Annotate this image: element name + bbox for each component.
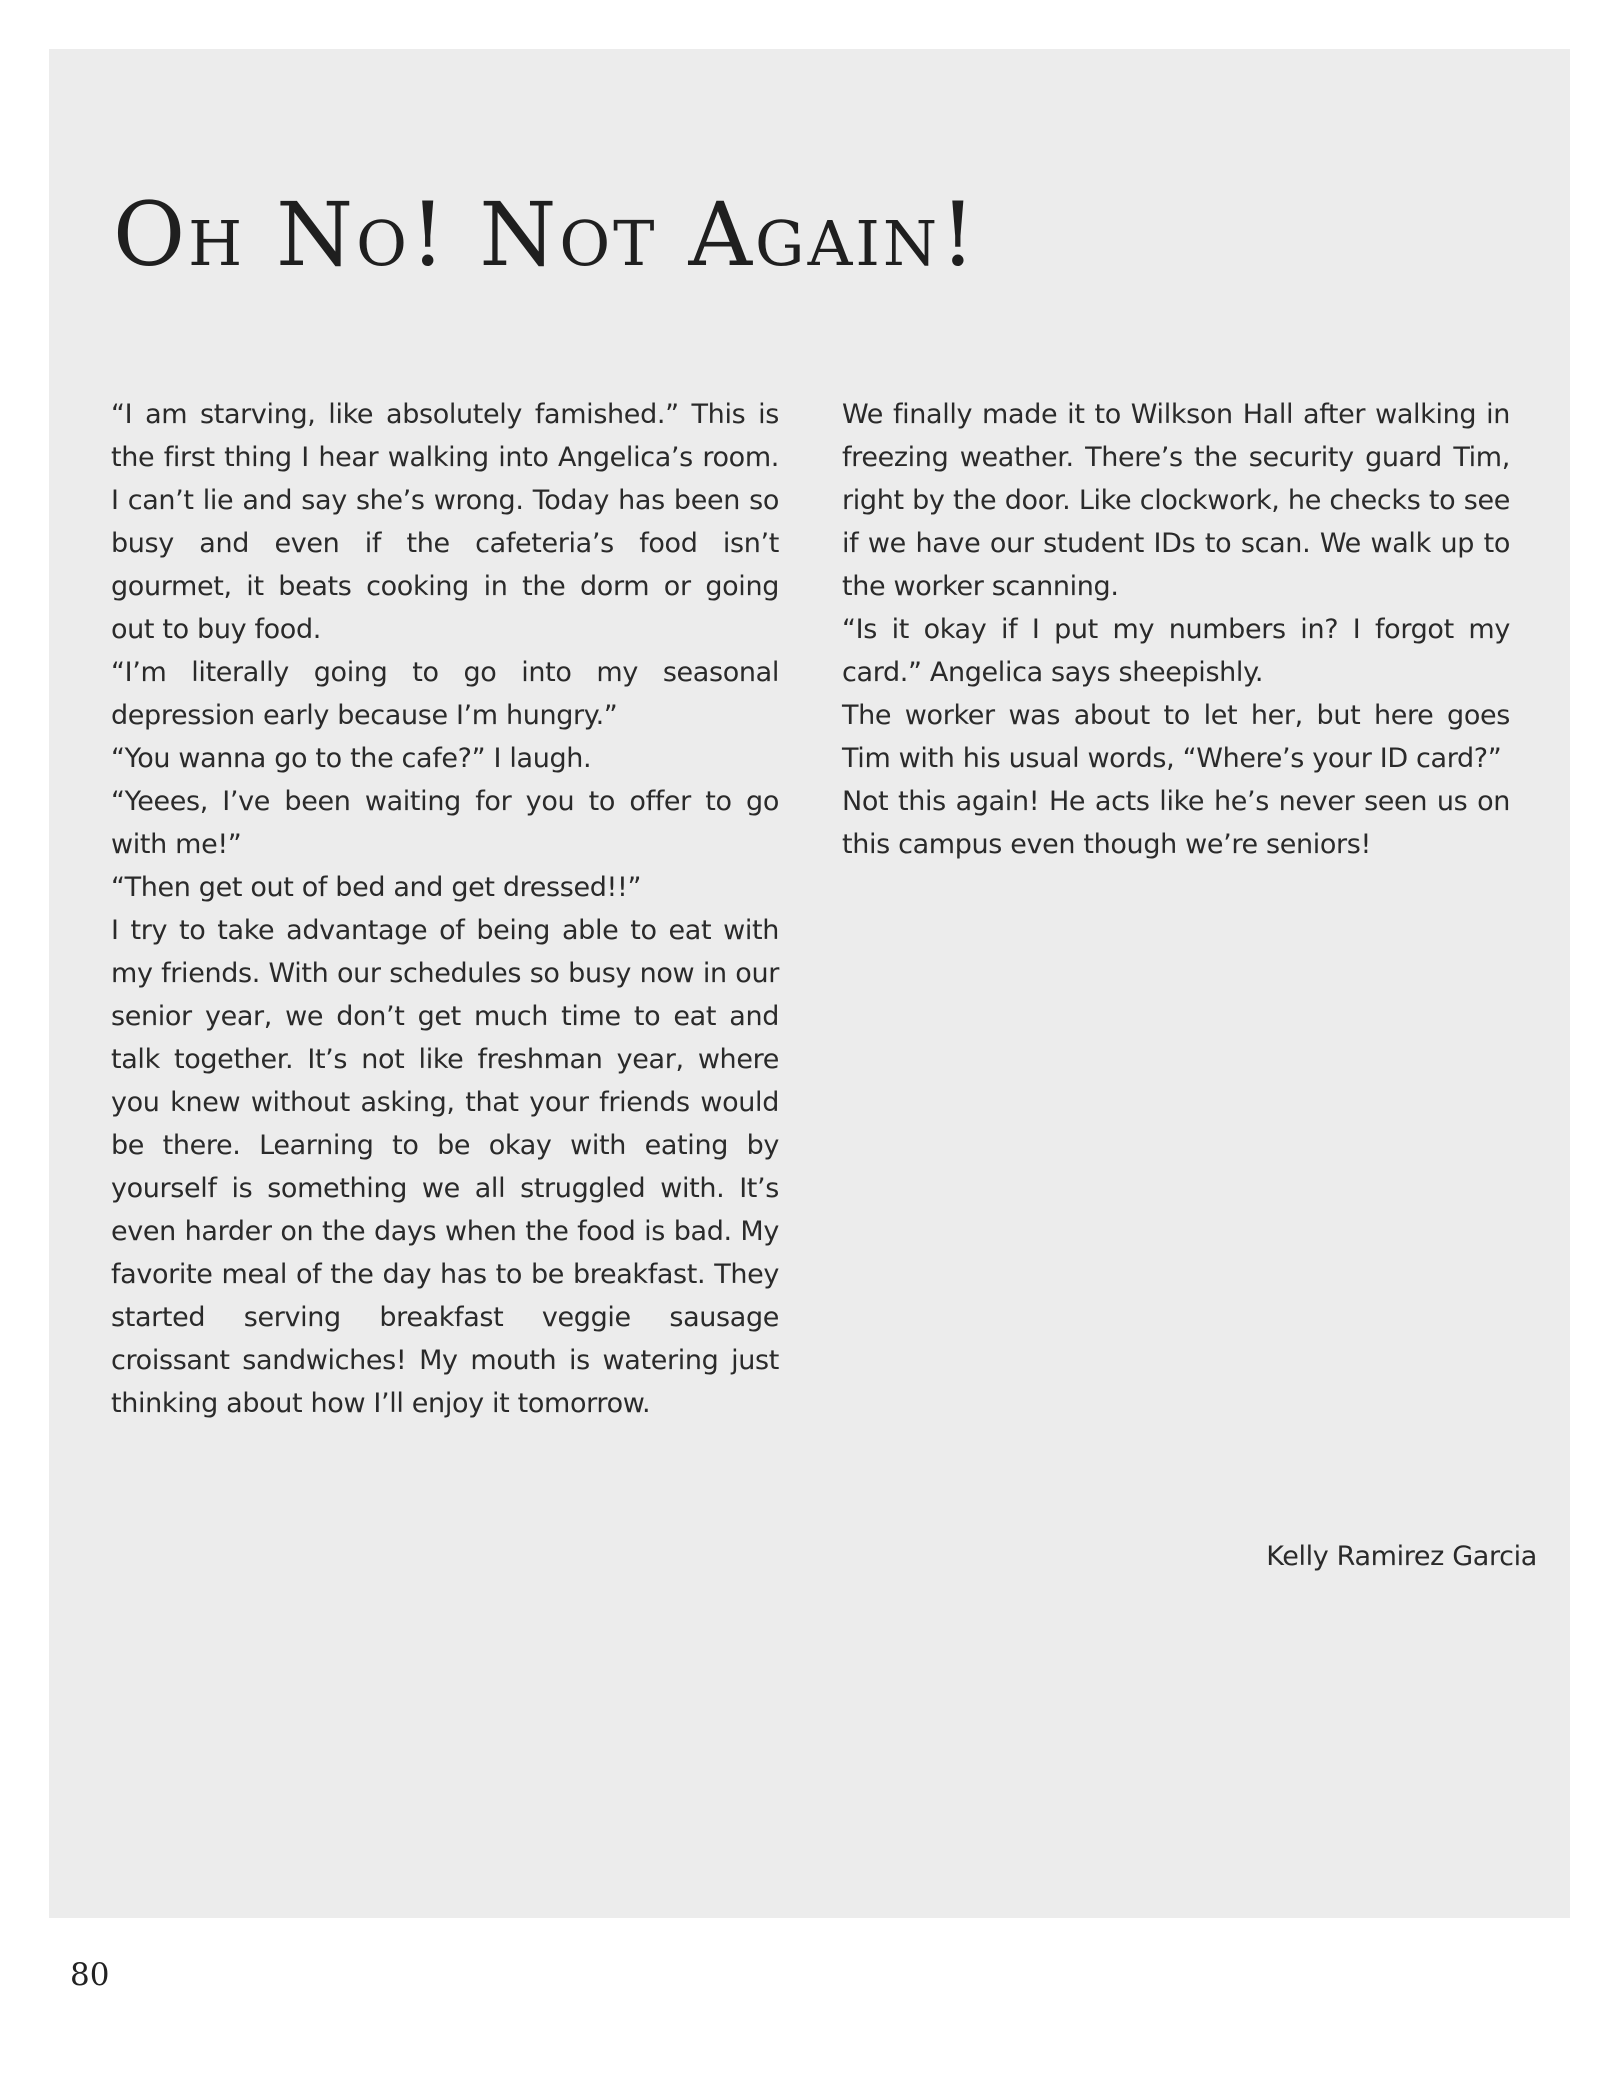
paragraph: The worker was about to let her, but here goes Tim with his usual words, “Where’s your ID card?” <box>842 700 1510 774</box>
story-column-left <box>111 393 779 1425</box>
paragraph: I try to take advantage of being able to eat with my friends. With our schedules so busy now in our senior year, we don’t get much time to eat and talk together. It’s not like freshman year, where you knew without asking, that your friends would be there. Learning to be okay with eating by yourself is something we all struggled with. It’s even harder on the days when the food is bad. My favorite meal of the day has to be breakfast. They started serving breakfast veggie sausage croissant sandwiches! My mouth is watering just thinking about how I’ll enjoy it tomorrow. <box>111 915 779 1419</box>
paragraph: “Yeees, I’ve been waiting for you to offer to go with me!” <box>111 786 779 860</box>
paragraph: “I’m literally going to go into my seasonal depression early because I’m hungry.” <box>111 657 779 731</box>
author-name: Kelly Ramirez Garcia <box>1266 1541 1537 1572</box>
paragraph: “Is it okay if I put my numbers in? I forgot my card.” Angelica says sheepishly. <box>842 614 1510 688</box>
paragraph: Not this again! He acts like he’s never seen us on this campus even though we’re seniors! <box>842 786 1510 860</box>
paragraph: We finally made it to Wilkson Hall after walking in freezing weather. There’s the security guard Tim, right by the door. Like clockwork, he checks to see if we have our student IDs to scan. We walk up to the worker scanning. <box>842 399 1510 602</box>
story-title: Oh No! Not Again! <box>113 183 979 286</box>
page-number: 80 <box>70 1957 110 1993</box>
story-column-right <box>842 393 1510 866</box>
paragraph: “I am starving, like absolutely famished.” This is the first thing I hear walking into Angelica’s room. I can’t lie and say she’s wrong. Today has been so busy and even if the cafeteria’s food isn’t gourmet, it beats cooking in the dorm or going out to buy food. <box>111 399 779 645</box>
paragraph: “You wanna go to the cafe?” I laugh. <box>111 743 592 774</box>
paragraph: “Then get out of bed and get dressed!!” <box>111 872 642 903</box>
